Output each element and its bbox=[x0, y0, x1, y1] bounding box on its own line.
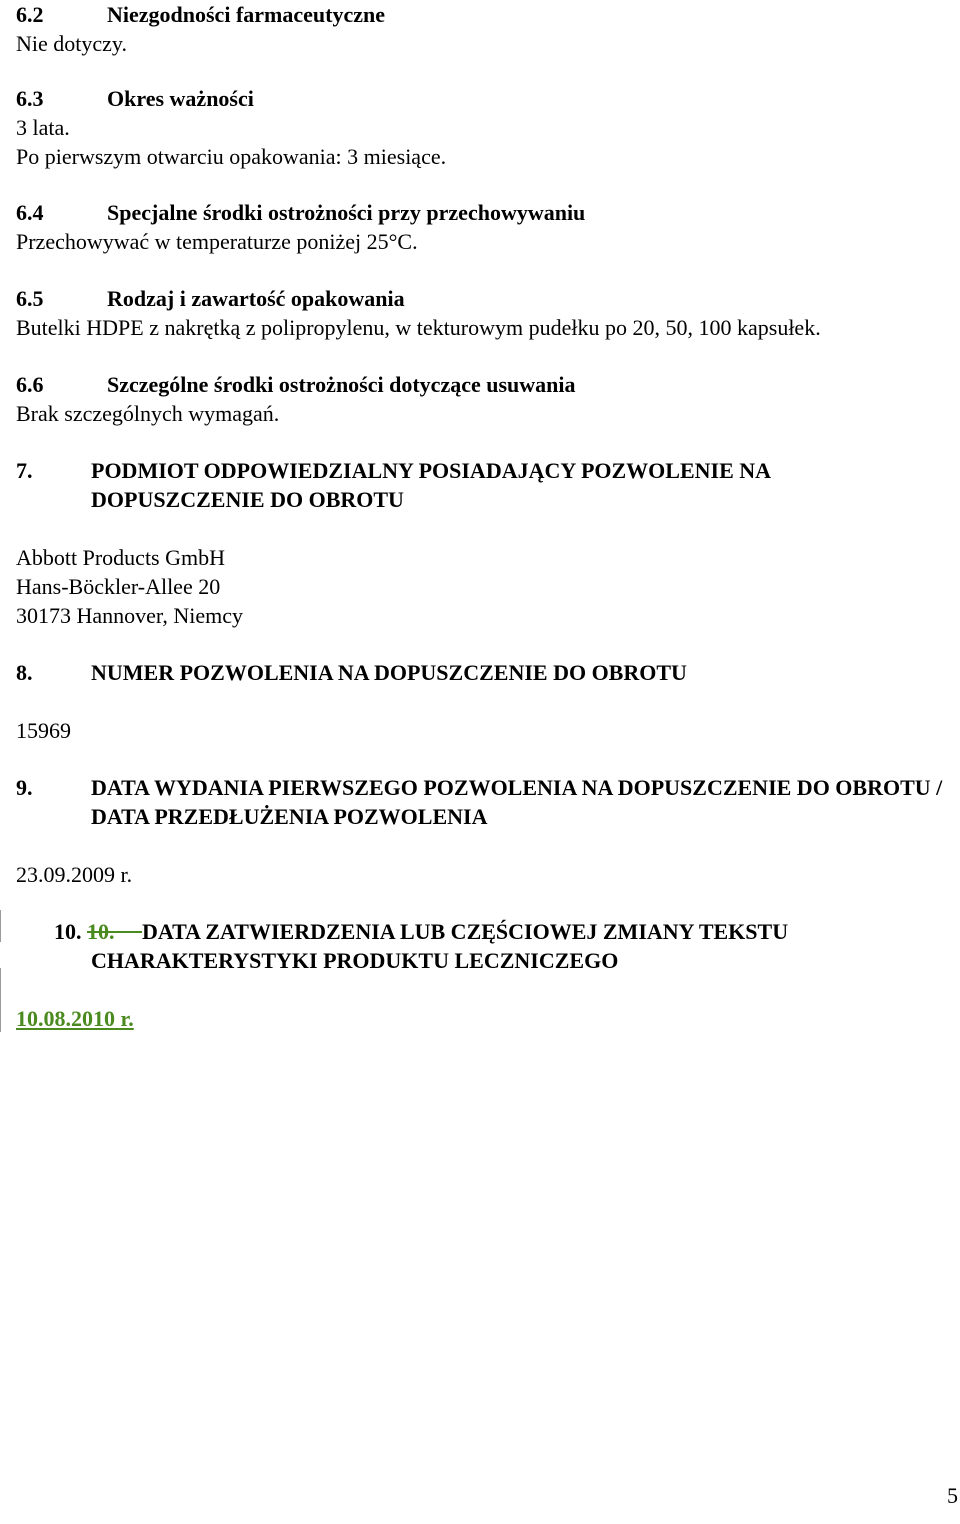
section-6-4-heading bbox=[16, 198, 586, 227]
section-8-number: 8. bbox=[16, 660, 33, 685]
deleted-section-number: 10. bbox=[87, 919, 115, 944]
section-6-2-text: Nie dotyczy. bbox=[16, 31, 127, 56]
section-9-title: DATA WYDANIA PIERWSZEGO POZWOLENIA NA DOPUSZCZENIE DO OBROTU / DATA PRZEDŁUŻENIA POZWOLENIA bbox=[91, 775, 943, 829]
section-6-5-text: Butelki HDPE z nakrętką z polipropylenu, w tekturowym pudełku po 20, 50, 100 kapsułek. bbox=[16, 315, 821, 340]
revision-change-bar bbox=[0, 968, 1, 1032]
section-6-6-heading bbox=[16, 370, 576, 399]
deleted-tab bbox=[115, 919, 143, 944]
section-7-number: 7. bbox=[16, 458, 33, 483]
authorization-number: 15969 bbox=[16, 718, 71, 743]
section-number: 6.5 bbox=[16, 286, 44, 311]
section-title: Niezgodności farmaceutyczne bbox=[107, 2, 385, 27]
section-6-3-heading bbox=[16, 84, 254, 113]
section-6-3-text-2: Po pierwszym otwarciu opakowania: 3 miesiące. bbox=[16, 144, 447, 169]
section-title: Rodzaj i zawartość opakowania bbox=[107, 286, 405, 311]
section-number: 6.2 bbox=[16, 2, 44, 27]
section-number: 6.3 bbox=[16, 86, 44, 111]
section-title: DATA ZATWIERDZENIA LUB CZĘŚCIOWEJ ZMIANY TEKSTU bbox=[142, 919, 789, 944]
section-6-2-heading bbox=[16, 0, 385, 29]
section-6-3-text-1: 3 lata. bbox=[16, 115, 70, 140]
address-line-1: Abbott Products GmbH bbox=[16, 545, 225, 570]
section-6-4-text: Przechowywać w temperaturze poniżej 25°C. bbox=[16, 229, 418, 254]
revision-date-inserted: 10.08.2010 r. bbox=[16, 1006, 134, 1031]
section-number: 6.4 bbox=[16, 200, 44, 225]
address-line-3: 30173 Hannover, Niemcy bbox=[16, 603, 244, 628]
section-9-number: 9. bbox=[16, 775, 33, 800]
section-6-6-text: Brak szczególnych wymagań. bbox=[16, 401, 280, 426]
revision-change-bar bbox=[0, 910, 1, 942]
section-6-5-heading bbox=[16, 284, 405, 313]
section-number: 6.6 bbox=[16, 372, 44, 397]
section-8-title: NUMER POZWOLENIA NA DOPUSZCZENIE DO OBROTU bbox=[91, 660, 687, 685]
section-10-title-line-2: CHARAKTERYSTYKI PRODUKTU LECZNICZEGO bbox=[91, 948, 619, 973]
first-authorization-date: 23.09.2009 r. bbox=[16, 862, 133, 887]
section-number: 10. bbox=[54, 919, 82, 944]
section-title: Okres ważności bbox=[107, 86, 254, 111]
section-title: Szczególne środki ostrożności dotyczące usuwania bbox=[107, 372, 576, 397]
section-7-title: PODMIOT ODPOWIEDZIALNY POSIADAJĄCY POZWOLENIE NA DOPUSZCZENIE DO OBROTU bbox=[91, 458, 770, 512]
address-line-2: Hans-Böckler-Allee 20 bbox=[16, 574, 221, 599]
page-number: 5 bbox=[947, 1483, 958, 1508]
section-10-heading bbox=[54, 917, 788, 946]
section-title: Specjalne środki ostrożności przy przechowywaniu bbox=[107, 200, 586, 225]
